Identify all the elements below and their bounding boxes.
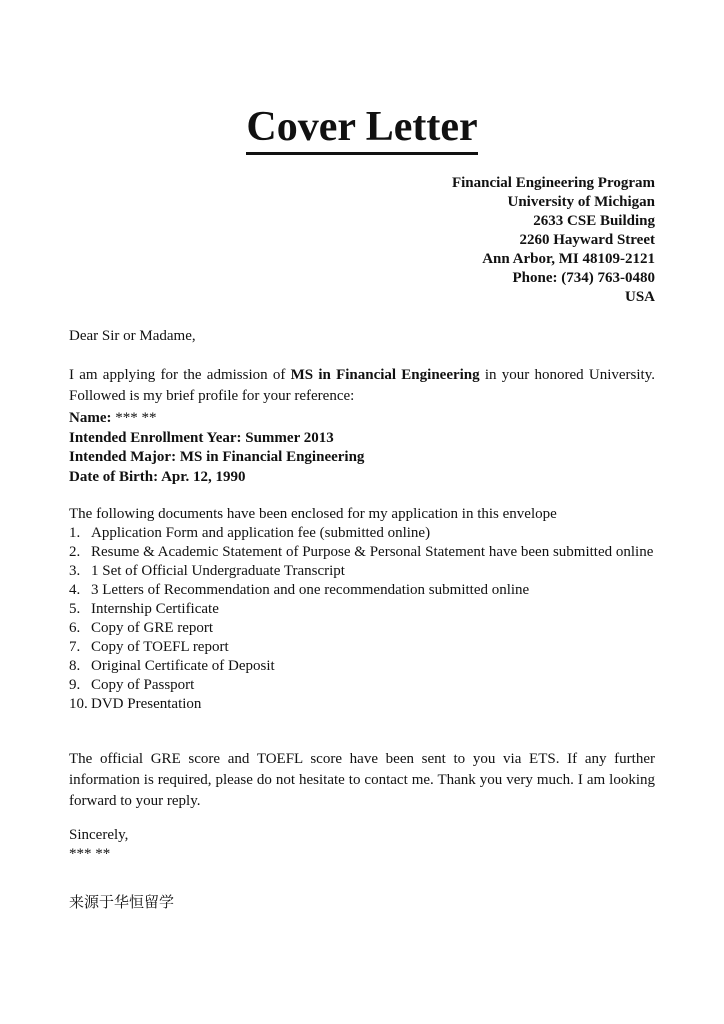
list-item bbox=[69, 581, 655, 600]
profile-enrollment: Intended Enrollment Year: Summer 2013 bbox=[69, 429, 334, 446]
intro-text-end: in your honored University. Followed is my brief profile for your reference: bbox=[69, 367, 656, 404]
list-item-number: 5. bbox=[69, 601, 81, 617]
page-title bbox=[0, 102, 724, 155]
address-line: Financial Engineering Program bbox=[451, 175, 655, 191]
signature: *** ** bbox=[69, 846, 111, 862]
intro-text-start: I am applying for the admission of bbox=[69, 367, 291, 383]
list-item bbox=[69, 638, 655, 657]
list-item bbox=[69, 695, 655, 714]
closing-word: Sincerely, bbox=[69, 827, 129, 843]
list-item-text: Copy of GRE report bbox=[91, 620, 214, 636]
documents-list bbox=[69, 524, 655, 714]
list-item-text: DVD Presentation bbox=[91, 696, 202, 712]
salutation: Dear Sir or Madame, bbox=[69, 328, 196, 344]
address-line: Phone: (734) 763-0480 bbox=[512, 270, 655, 286]
profile-name-label: Name: bbox=[69, 410, 112, 426]
source-note: 来源于华恒留学 bbox=[69, 893, 175, 911]
list-item bbox=[69, 600, 655, 619]
list-item-text: 1 Set of Official Undergraduate Transcript bbox=[91, 563, 345, 579]
list-item-text: 3 Letters of Recommendation and one recommendation submitted online bbox=[91, 582, 530, 598]
list-item bbox=[69, 543, 655, 562]
profile-dob: Date of Birth: Apr. 12, 1990 bbox=[69, 468, 246, 485]
address-line: Ann Arbor, MI 48109-2121 bbox=[482, 251, 655, 267]
list-item-text: Copy of Passport bbox=[91, 677, 195, 693]
list-item bbox=[69, 524, 655, 543]
applicant-profile bbox=[69, 409, 364, 487]
address-line: 2633 CSE Building bbox=[533, 213, 655, 229]
profile-major: Intended Major: MS in Financial Engineering bbox=[69, 449, 365, 465]
intro-paragraph bbox=[69, 365, 655, 407]
address-line: 2260 Hayward Street bbox=[519, 232, 655, 248]
intro-program: MS in Financial Engineering bbox=[290, 367, 480, 383]
list-item-text: Resume & Academic Statement of Purpose & Personal Statement have been submitted online bbox=[91, 544, 654, 560]
list-item-number: 8. bbox=[69, 658, 81, 674]
list-item bbox=[69, 657, 655, 676]
list-item bbox=[69, 619, 655, 638]
recipient-address bbox=[452, 174, 655, 307]
page-title-text: Cover Letter bbox=[246, 102, 477, 155]
list-item-number: 4. bbox=[69, 582, 81, 598]
list-item-number: 6. bbox=[69, 620, 81, 636]
list-item bbox=[69, 676, 655, 695]
signoff bbox=[69, 826, 128, 864]
documents-intro: The following documents have been enclosed for my application in this envelope bbox=[69, 506, 557, 522]
closing-paragraph: The official GRE score and TOEFL score have been sent to you via ETS. If any further information is required, please do not hesitate to contact me. Thank you very much. I am looking forward to your reply. bbox=[69, 751, 655, 809]
list-item-text: Application Form and application fee (submitted online) bbox=[91, 525, 431, 541]
list-item-number: 10. bbox=[69, 696, 88, 712]
list-item-number: 2. bbox=[69, 544, 81, 560]
list-item-number: 9. bbox=[69, 677, 81, 693]
profile-name-value: *** ** bbox=[111, 410, 157, 426]
list-item-number: 7. bbox=[69, 639, 81, 655]
list-item-text: Original Certificate of Deposit bbox=[91, 658, 275, 674]
list-item-text: Internship Certificate bbox=[91, 601, 219, 617]
list-item-number: 3. bbox=[69, 563, 81, 579]
address-line: USA bbox=[624, 289, 655, 305]
list-item-number: 1. bbox=[69, 525, 81, 541]
profile-name bbox=[69, 409, 364, 429]
list-item bbox=[69, 562, 655, 581]
list-item-text: Copy of TOEFL report bbox=[91, 639, 229, 655]
address-line: University of Michigan bbox=[507, 194, 655, 210]
